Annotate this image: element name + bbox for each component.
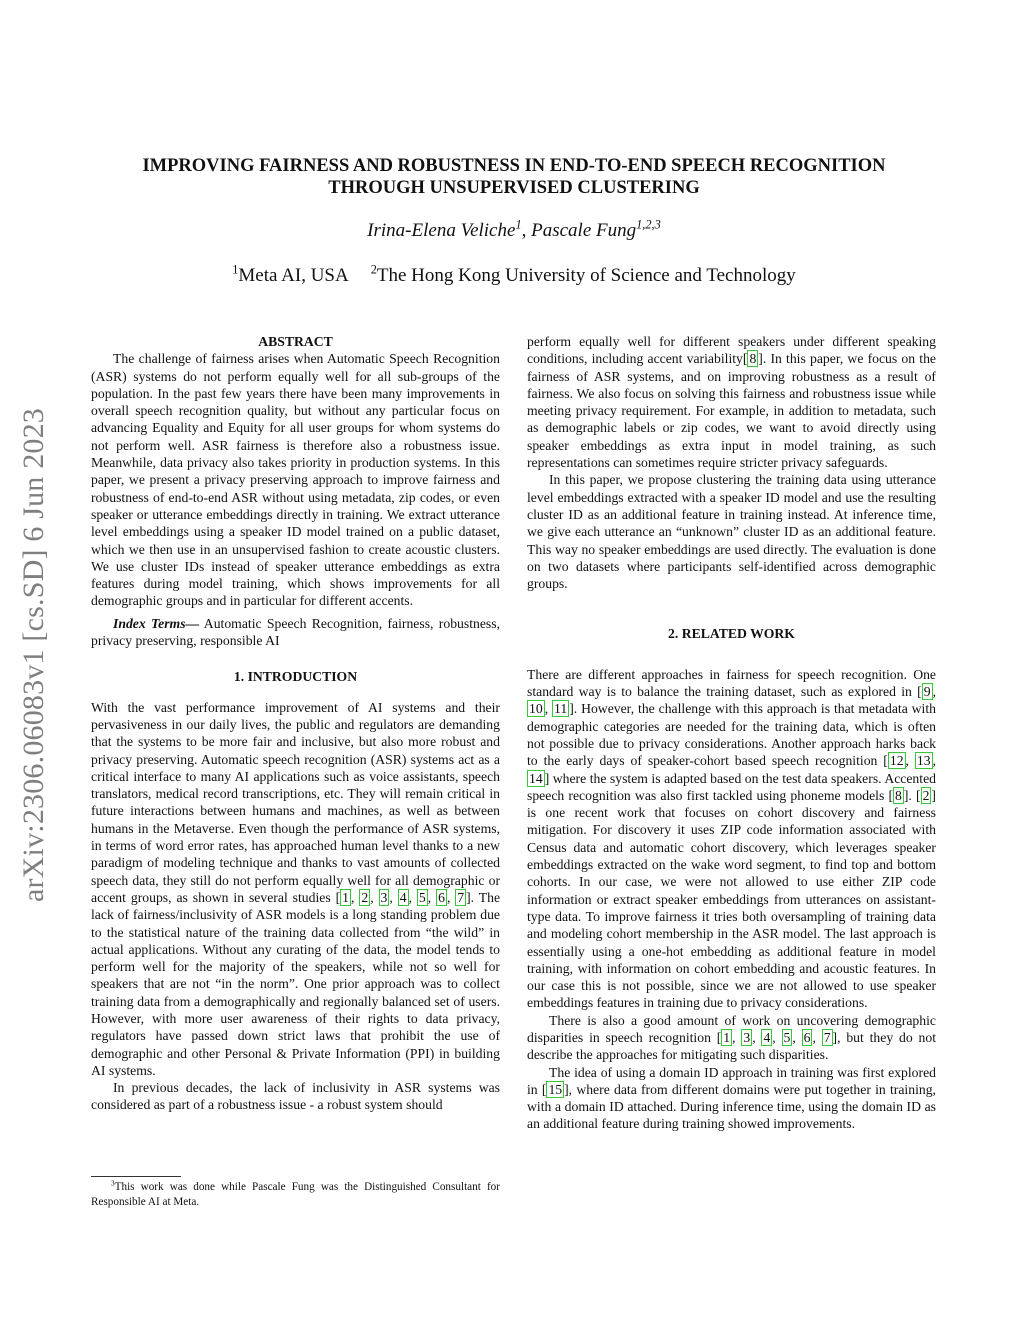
arxiv-stamp: arXiv:2306.06083v1 [cs.SD] 6 Jun 2023 (17, 407, 50, 903)
author-list: Irina-Elena Veliche$^1$, Pascale Fung$^{1,2,3}$ (367, 217, 661, 241)
citation-link[interactable]: 8 (895, 787, 902, 803)
citation-link[interactable]: 6 (803, 1029, 811, 1045)
intro-paragraph-4: In this paper, we propose clustering the training data using utterance level embeddings extracted with a speaker ID model and use the resulting cluster ID as an additional feature in training instead. At inference time, we give each utterance an “unknown” cluster ID as an additional feature. This way no speaker embeddings are used directly. The evaluation is done on two datasets where participants self-identified across demographic groups. (527, 472, 936, 592)
citation-link[interactable]: 14 (529, 770, 543, 786)
right-column (527, 333, 936, 1133)
related-paragraph-1: There are different approaches in fairness for speech recognition. One standard way is to balance the training dataset, such as explored in [ 9 , 10 , 11 ]. However, the challenge with this approach is that metadata with demographic categories are needed for the training data, which is often not possible due to privacy considerations. Another approach harks back to the early days of speaker-cohort based speech recognition [ 12 , 13 , 14 ] where the system is adapted based on the test data speakers. Accented speech recognition was also first tackled using phoneme models [ 8 ]. [ 2 ] is one recent work that focuses on cohort discovery and fairness mitigation. For discovery it uses ZIP code information associated with Census data and automatic cohort discovery, which leverages speaker embeddings extracted on the wake word segment, to find top and bottom cohorts. In our case, we were not allowed to use either ZIP code information or extract speaker embeddings from utterances on assistant-type data. To improve fairness it tries both oversampling of training data and modeling cohort membership in the ASR model. The last approach is essentially using a one-hot embedding as additional feature in model training, with information on cohort embedding and acoustic features. In our case this is not possible, since we are not allowed to use speaker embeddings features in training due to privacy considerations. (527, 666, 936, 1011)
citation-link[interactable]: 2 (922, 787, 930, 803)
citation-link[interactable]: 1 (342, 889, 349, 905)
citation-link[interactable]: 4 (399, 889, 407, 905)
intro-heading: 1. INTRODUCTION (233, 669, 358, 685)
citation-link[interactable]: 15 (548, 1081, 563, 1097)
intro-paragraph-2: In previous decades, the lack of inclusivity in ASR systems was considered as part of a robustness issue - a robust system should (91, 1080, 500, 1113)
footnote-rule (91, 1176, 181, 1177)
citation-link[interactable]: 2 (361, 889, 369, 905)
citation-link[interactable]: 7 (457, 889, 465, 905)
citation-link[interactable]: 8 (749, 351, 757, 367)
citation-link[interactable]: 7 (823, 1029, 831, 1045)
index-terms: Index Terms— Automatic Speech Recognition, fairness, robustness, privacy preserving, responsible AI (91, 615, 501, 649)
related-paragraph-2: There is also a good amount of work on uncovering demographic disparities in speech recognition [ 1 , 3 , 4 , 5 , 6 , 7 ], but they do not describe the approaches for mitigating such disparities. (527, 1012, 936, 1063)
left-column (91, 333, 500, 1114)
citation-link[interactable]: 3 (380, 889, 388, 905)
citation-link[interactable]: 6 (438, 889, 445, 905)
intro-paragraph-3: perform equally well for different speakers under different speaking conditions, including accent variability[ 8 ]. In this paper, we focus on the fairness of ASR systems, and on improving robustness as a result of fairness. We also focus on solving this fairness and robustness issue while meeting privacy requirement. For example, in addition to metadata, such as demographic labels or zip codes, we want to avoid directly using speaker embeddings as extra input in model training, as such representations can sometimes require stricter privacy safeguards. (527, 334, 936, 471)
footnote: $^3$This work was done while Pascale Fung was the Distinguished Consultant for Responsible AI at Meta. (91, 1179, 500, 1208)
citation-link[interactable]: 11 (554, 701, 568, 717)
paper-title: IMPROVING FAIRNESS AND ROBUSTNESS IN END-TO-END SPEECH RECOGNITION THROUGH UNSUPERVISED CLUSTERING (142, 156, 886, 198)
citation-link[interactable]: 1 (723, 1029, 731, 1045)
related-paragraph-3: The idea of using a domain ID approach in training was first explored in [ 15 ], where data from different domains were put together in training, with a domain ID attached. During inference time, using the domain ID as an additional feature during training showed improvements. (527, 1064, 936, 1132)
citation-link[interactable]: 12 (889, 753, 904, 769)
abstract-text: The challenge of fairness arises when Automatic Speech Recognition (ASR) systems do not perform equally well for all sub-groups of the population. In the past few years there have been many improvements in overall speech recognition quality, but without any particular focus on advancing Equality and Equity for all user groups for whom systems do not perform well. ASR fairness is therefore also a robustness issue. Meanwhile, data privacy also takes priority in production systems. In this paper, we present a privacy preserving approach to improve fairness and robustness of end-to-end ASR without using metadata, zip codes, or even speaker or utterance embeddings directly in training. We extract utterance level embeddings using a speaker ID model trained on a public dataset, which we then use in an unsupervised fashion to create acoustic clusters. We use cluster IDs instead of speaker utterance embeddings as extra features during model training, which shows improvements for all demographic groups and in particular for different accents. (91, 351, 500, 609)
citation-link[interactable]: 4 (763, 1029, 771, 1045)
citation-link[interactable]: 3 (743, 1029, 751, 1045)
citation-link[interactable]: 5 (418, 889, 426, 905)
intro-paragraph-1: With the vast performance improvement of AI systems and their pervasiveness in our daily lives, the public and regulators are demanding that the systems to be more fair and inclusive, but also more robust and privacy preserving. Automatic speech recognition (ASR) systems act as a critical interface to many AI applications such as voice assistants, speech translators, medical record transcriptions, etc. They will remain critical in future interactions between humans and machines, as well as between humans in the Metaverse. Even though the performance of ASR systems, in terms of word error rates, has approached human level thanks to a new paradigm of modeling technique and thanks to vast amounts of collected speech data, they still do not perform equally well for all demographic or accent groups, as shown in several studies [ 1 , 2 , 3 , 4 , 5 , 6 , 7 ]. The lack of fairness/inclusivity of ASR models is a long standing problem due to the statistical nature of the training data collected from “the wild” in actual applications. Without any curating of the data, the model tends to perform well for the majority of the speakers, while not so well for speakers that are not “in the norm”. One prior approach was to collect training data from a demographically and regionally balanced set of users. However, with more user awareness of their rights to data privacy, regulators have passed down strict laws that prohibit the use of demographic and other Personal & Private Information (PPI) in building AI systems. (91, 699, 501, 1078)
citation-link[interactable]: 10 (529, 701, 543, 717)
citation-link[interactable]: 5 (783, 1029, 791, 1045)
citation-link[interactable]: 9 (923, 684, 931, 700)
related-heading: 2. RELATED WORK (668, 626, 795, 642)
citation-link[interactable]: 13 (916, 753, 931, 769)
affiliations: $^1$Meta AI, USA $^2$The Hong Kong University of Science and Technology (232, 262, 796, 286)
abstract-heading: ABSTRACT (258, 334, 333, 349)
